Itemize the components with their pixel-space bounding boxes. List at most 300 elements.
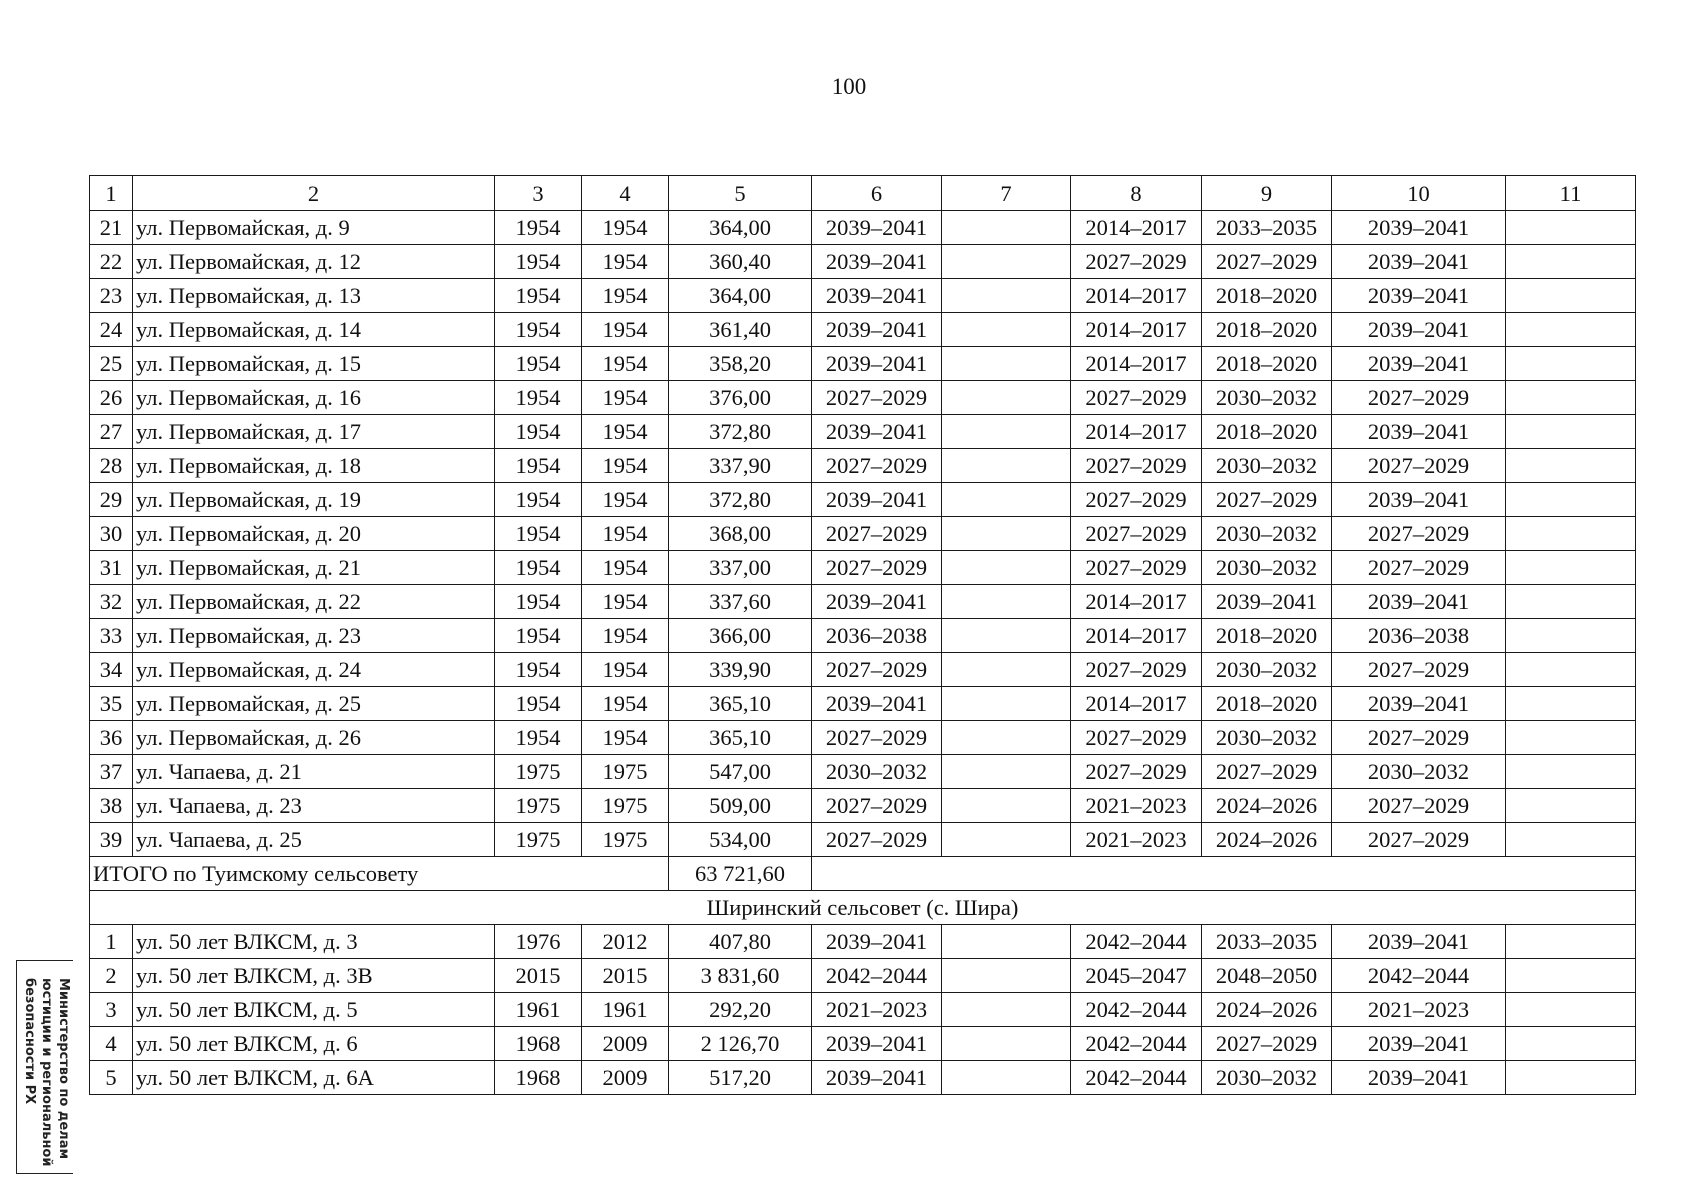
year-built-cell: 1954 [495, 483, 582, 517]
address-cell: ул. 50 лет ВЛКСМ, д. 5 [133, 993, 495, 1027]
period-6-cell: 2021–2023 [812, 993, 942, 1027]
total-label: ИТОГО по Туимскому сельсовету [90, 857, 669, 891]
period-10-cell: 2039–2041 [1332, 211, 1506, 245]
table-row [90, 925, 1636, 959]
year-built-cell: 1954 [495, 687, 582, 721]
period-9-cell: 2030–2032 [1202, 1061, 1332, 1095]
row-number-cell: 21 [90, 211, 133, 245]
period-9-cell: 2039–2041 [1202, 585, 1332, 619]
period-10-cell: 2027–2029 [1332, 517, 1506, 551]
period-6-cell: 2027–2029 [812, 789, 942, 823]
total-row [90, 857, 1636, 891]
year-commission-cell: 1954 [582, 313, 669, 347]
period-9-cell: 2030–2032 [1202, 449, 1332, 483]
row-number-cell: 23 [90, 279, 133, 313]
period-6-cell: 2039–2041 [812, 483, 942, 517]
period-9-cell: 2018–2020 [1202, 415, 1332, 449]
year-commission-cell: 1954 [582, 551, 669, 585]
year-commission-cell: 1954 [582, 721, 669, 755]
period-8-cell: 2014–2017 [1071, 347, 1202, 381]
period-7-cell [942, 517, 1071, 551]
note-11-cell [1506, 245, 1636, 279]
period-8-cell: 2027–2029 [1071, 245, 1202, 279]
period-7-cell [942, 687, 1071, 721]
address-cell: ул. 50 лет ВЛКСМ, д. 6А [133, 1061, 495, 1095]
table-row [90, 993, 1636, 1027]
area-cell: 364,00 [669, 211, 812, 245]
year-built-cell: 1968 [495, 1061, 582, 1095]
year-built-cell: 1961 [495, 993, 582, 1027]
year-built-cell: 1954 [495, 517, 582, 551]
period-10-cell: 2030–2032 [1332, 755, 1506, 789]
stamp-line: юстиции и региональной [39, 978, 54, 1167]
area-cell: 2 126,70 [669, 1027, 812, 1061]
note-11-cell [1506, 347, 1636, 381]
period-9-cell: 2018–2020 [1202, 687, 1332, 721]
note-11-cell [1506, 993, 1636, 1027]
year-built-cell: 1954 [495, 415, 582, 449]
row-number-cell: 29 [90, 483, 133, 517]
period-8-cell: 2014–2017 [1071, 211, 1202, 245]
period-9-cell: 2030–2032 [1202, 517, 1332, 551]
period-8-cell: 2014–2017 [1071, 585, 1202, 619]
note-11-cell [1506, 789, 1636, 823]
area-cell: 292,20 [669, 993, 812, 1027]
year-built-cell: 1954 [495, 551, 582, 585]
section-title: Ширинский сельсовет (с. Шира) [90, 891, 1636, 925]
area-cell: 337,60 [669, 585, 812, 619]
area-cell: 372,80 [669, 483, 812, 517]
page-number: 100 [831, 74, 867, 99]
period-6-cell: 2027–2029 [812, 823, 942, 857]
note-11-cell [1506, 1027, 1636, 1061]
period-6-cell: 2027–2029 [812, 449, 942, 483]
row-number-cell: 28 [90, 449, 133, 483]
period-9-cell: 2024–2026 [1202, 993, 1332, 1027]
year-built-cell: 1954 [495, 347, 582, 381]
row-number-cell: 36 [90, 721, 133, 755]
row-number-cell: 5 [90, 1061, 133, 1095]
period-10-cell: 2039–2041 [1332, 347, 1506, 381]
period-7-cell [942, 993, 1071, 1027]
period-6-cell: 2027–2029 [812, 721, 942, 755]
year-commission-cell: 1954 [582, 415, 669, 449]
year-commission-cell: 1954 [582, 381, 669, 415]
note-11-cell [1506, 823, 1636, 857]
table-row [90, 381, 1636, 415]
address-cell: ул. Первомайская, д. 13 [133, 279, 495, 313]
period-8-cell: 2014–2017 [1071, 619, 1202, 653]
housing-table [89, 175, 1636, 1095]
period-7-cell [942, 721, 1071, 755]
row-number-cell: 34 [90, 653, 133, 687]
address-cell: ул. Первомайская, д. 17 [133, 415, 495, 449]
table-row [90, 245, 1636, 279]
row-number-cell: 27 [90, 415, 133, 449]
year-commission-cell: 1954 [582, 279, 669, 313]
period-8-cell: 2014–2017 [1071, 687, 1202, 721]
year-commission-cell: 1954 [582, 619, 669, 653]
stamp-line: безопасности РХ [22, 978, 37, 1105]
period-6-cell: 2039–2041 [812, 347, 942, 381]
year-commission-cell: 2009 [582, 1061, 669, 1095]
table-row [90, 653, 1636, 687]
year-commission-cell: 2012 [582, 925, 669, 959]
period-8-cell: 2042–2044 [1071, 1061, 1202, 1095]
period-8-cell: 2042–2044 [1071, 1027, 1202, 1061]
period-6-cell: 2039–2041 [812, 1061, 942, 1095]
period-6-cell: 2042–2044 [812, 959, 942, 993]
area-cell: 376,00 [669, 381, 812, 415]
period-10-cell: 2027–2029 [1332, 721, 1506, 755]
area-cell: 547,00 [669, 755, 812, 789]
period-9-cell: 2027–2029 [1202, 755, 1332, 789]
period-9-cell: 2030–2032 [1202, 721, 1332, 755]
address-cell: ул. Первомайская, д. 26 [133, 721, 495, 755]
period-8-cell: 2014–2017 [1071, 279, 1202, 313]
period-9-cell: 2030–2032 [1202, 551, 1332, 585]
stamp-line: Министерство по делам [56, 978, 71, 1160]
note-11-cell [1506, 415, 1636, 449]
period-10-cell: 2039–2041 [1332, 1027, 1506, 1061]
period-6-cell: 2039–2041 [812, 279, 942, 313]
address-cell: ул. Первомайская, д. 22 [133, 585, 495, 619]
period-9-cell: 2027–2029 [1202, 245, 1332, 279]
period-8-cell: 2042–2044 [1071, 925, 1202, 959]
row-number-cell: 25 [90, 347, 133, 381]
table-row [90, 1027, 1636, 1061]
year-commission-cell: 1954 [582, 653, 669, 687]
period-10-cell: 2036–2038 [1332, 619, 1506, 653]
period-6-cell: 2039–2041 [812, 245, 942, 279]
period-9-cell: 2030–2032 [1202, 653, 1332, 687]
address-cell: ул. Первомайская, д. 15 [133, 347, 495, 381]
row-number-cell: 33 [90, 619, 133, 653]
period-7-cell [942, 415, 1071, 449]
year-commission-cell: 1975 [582, 823, 669, 857]
period-8-cell: 2027–2029 [1071, 755, 1202, 789]
period-10-cell: 2027–2029 [1332, 449, 1506, 483]
period-10-cell: 2027–2029 [1332, 823, 1506, 857]
table-row [90, 959, 1636, 993]
period-6-cell: 2039–2041 [812, 1027, 942, 1061]
address-cell: ул. 50 лет ВЛКСМ, д. 6 [133, 1027, 495, 1061]
period-10-cell: 2027–2029 [1332, 789, 1506, 823]
address-cell: ул. Первомайская, д. 14 [133, 313, 495, 347]
year-commission-cell: 1954 [582, 347, 669, 381]
address-cell: ул. Первомайская, д. 12 [133, 245, 495, 279]
year-built-cell: 2015 [495, 959, 582, 993]
year-built-cell: 1975 [495, 755, 582, 789]
note-11-cell [1506, 959, 1636, 993]
period-9-cell: 2018–2020 [1202, 279, 1332, 313]
period-9-cell: 2018–2020 [1202, 347, 1332, 381]
table-row [90, 1061, 1636, 1095]
period-6-cell: 2039–2041 [812, 211, 942, 245]
year-built-cell: 1975 [495, 789, 582, 823]
period-6-cell: 2036–2038 [812, 619, 942, 653]
year-commission-cell: 1961 [582, 993, 669, 1027]
table-row [90, 415, 1636, 449]
period-7-cell [942, 245, 1071, 279]
note-11-cell [1506, 551, 1636, 585]
period-6-cell: 2039–2041 [812, 313, 942, 347]
total-value: 63 721,60 [669, 857, 812, 891]
period-7-cell [942, 483, 1071, 517]
period-10-cell: 2039–2041 [1332, 925, 1506, 959]
note-11-cell [1506, 755, 1636, 789]
table-row [90, 585, 1636, 619]
area-cell: 339,90 [669, 653, 812, 687]
period-10-cell: 2039–2041 [1332, 585, 1506, 619]
column-header: 2 [133, 176, 495, 211]
address-cell: ул. Первомайская, д. 25 [133, 687, 495, 721]
area-cell: 3 831,60 [669, 959, 812, 993]
row-number-cell: 32 [90, 585, 133, 619]
area-cell: 368,00 [669, 517, 812, 551]
period-10-cell: 2039–2041 [1332, 415, 1506, 449]
period-10-cell: 2039–2041 [1332, 1061, 1506, 1095]
table-row [90, 823, 1636, 857]
address-cell: ул. Первомайская, д. 21 [133, 551, 495, 585]
year-built-cell: 1954 [495, 381, 582, 415]
row-number-cell: 26 [90, 381, 133, 415]
period-8-cell: 2027–2029 [1071, 517, 1202, 551]
row-number-cell: 4 [90, 1027, 133, 1061]
period-8-cell: 2027–2029 [1071, 483, 1202, 517]
year-commission-cell: 1975 [582, 755, 669, 789]
note-11-cell [1506, 279, 1636, 313]
period-9-cell: 2024–2026 [1202, 823, 1332, 857]
period-10-cell: 2021–2023 [1332, 993, 1506, 1027]
row-number-cell: 37 [90, 755, 133, 789]
row-number-cell: 3 [90, 993, 133, 1027]
period-8-cell: 2027–2029 [1071, 381, 1202, 415]
period-9-cell: 2048–2050 [1202, 959, 1332, 993]
row-number-cell: 35 [90, 687, 133, 721]
year-commission-cell: 2015 [582, 959, 669, 993]
area-cell: 360,40 [669, 245, 812, 279]
row-number-cell: 38 [90, 789, 133, 823]
table-row [90, 517, 1636, 551]
row-number-cell: 1 [90, 925, 133, 959]
address-cell: ул. Первомайская, д. 24 [133, 653, 495, 687]
row-number-cell: 30 [90, 517, 133, 551]
table-row [90, 687, 1636, 721]
note-11-cell [1506, 721, 1636, 755]
period-8-cell: 2042–2044 [1071, 993, 1202, 1027]
year-commission-cell: 1975 [582, 789, 669, 823]
table-row [90, 619, 1636, 653]
period-9-cell: 2018–2020 [1202, 619, 1332, 653]
period-10-cell: 2042–2044 [1332, 959, 1506, 993]
column-header: 6 [812, 176, 942, 211]
period-9-cell: 2030–2032 [1202, 381, 1332, 415]
period-8-cell: 2027–2029 [1071, 721, 1202, 755]
table-row [90, 347, 1636, 381]
table-row [90, 279, 1636, 313]
table-row [90, 551, 1636, 585]
area-cell: 337,00 [669, 551, 812, 585]
address-cell: ул. Чапаева, д. 21 [133, 755, 495, 789]
address-cell: ул. Первомайская, д. 9 [133, 211, 495, 245]
note-11-cell [1506, 585, 1636, 619]
period-10-cell: 2039–2041 [1332, 483, 1506, 517]
table-row [90, 755, 1636, 789]
row-number-cell: 2 [90, 959, 133, 993]
note-11-cell [1506, 449, 1636, 483]
row-number-cell: 39 [90, 823, 133, 857]
column-header: 4 [582, 176, 669, 211]
year-commission-cell: 1954 [582, 483, 669, 517]
year-built-cell: 1954 [495, 653, 582, 687]
address-cell: ул. Первомайская, д. 18 [133, 449, 495, 483]
column-header: 8 [1071, 176, 1202, 211]
period-7-cell [942, 551, 1071, 585]
year-built-cell: 1954 [495, 449, 582, 483]
note-11-cell [1506, 517, 1636, 551]
period-8-cell: 2027–2029 [1071, 449, 1202, 483]
area-cell: 517,20 [669, 1061, 812, 1095]
note-11-cell [1506, 925, 1636, 959]
period-6-cell: 2027–2029 [812, 653, 942, 687]
year-built-cell: 1954 [495, 245, 582, 279]
period-9-cell: 2024–2026 [1202, 789, 1332, 823]
column-header: 5 [669, 176, 812, 211]
note-11-cell [1506, 653, 1636, 687]
note-11-cell [1506, 483, 1636, 517]
year-commission-cell: 1954 [582, 687, 669, 721]
period-10-cell: 2039–2041 [1332, 279, 1506, 313]
period-6-cell: 2039–2041 [812, 585, 942, 619]
year-commission-cell: 2009 [582, 1027, 669, 1061]
address-cell: ул. 50 лет ВЛКСМ, д. 3 [133, 925, 495, 959]
address-cell: ул. Чапаева, д. 25 [133, 823, 495, 857]
area-cell: 358,20 [669, 347, 812, 381]
note-11-cell [1506, 619, 1636, 653]
year-built-cell: 1954 [495, 211, 582, 245]
period-10-cell: 2027–2029 [1332, 653, 1506, 687]
year-commission-cell: 1954 [582, 211, 669, 245]
column-header: 10 [1332, 176, 1506, 211]
period-8-cell: 2045–2047 [1071, 959, 1202, 993]
year-built-cell: 1954 [495, 619, 582, 653]
area-cell: 509,00 [669, 789, 812, 823]
year-built-cell: 1968 [495, 1027, 582, 1061]
period-10-cell: 2039–2041 [1332, 687, 1506, 721]
period-7-cell [942, 211, 1071, 245]
year-commission-cell: 1954 [582, 585, 669, 619]
period-9-cell: 2033–2035 [1202, 925, 1332, 959]
period-8-cell: 2021–2023 [1071, 789, 1202, 823]
period-9-cell: 2027–2029 [1202, 483, 1332, 517]
year-built-cell: 1954 [495, 721, 582, 755]
column-header: 11 [1506, 176, 1636, 211]
note-11-cell [1506, 381, 1636, 415]
area-cell: 534,00 [669, 823, 812, 857]
period-7-cell [942, 789, 1071, 823]
address-cell: ул. Первомайская, д. 16 [133, 381, 495, 415]
year-commission-cell: 1954 [582, 245, 669, 279]
period-6-cell: 2039–2041 [812, 415, 942, 449]
area-cell: 337,90 [669, 449, 812, 483]
note-11-cell [1506, 1061, 1636, 1095]
column-header: 9 [1202, 176, 1332, 211]
area-cell: 372,80 [669, 415, 812, 449]
period-10-cell: 2027–2029 [1332, 551, 1506, 585]
table-body [90, 176, 1636, 1095]
address-cell: ул. 50 лет ВЛКСМ, д. 3В [133, 959, 495, 993]
table-row [90, 721, 1636, 755]
column-header: 3 [495, 176, 582, 211]
period-10-cell: 2039–2041 [1332, 313, 1506, 347]
year-built-cell: 1976 [495, 925, 582, 959]
year-built-cell: 1975 [495, 823, 582, 857]
column-header: 1 [90, 176, 133, 211]
stamp-text [21, 978, 72, 1166]
year-commission-cell: 1954 [582, 517, 669, 551]
address-cell: ул. Первомайская, д. 20 [133, 517, 495, 551]
header-row [90, 176, 1636, 211]
period-7-cell [942, 347, 1071, 381]
period-7-cell [942, 313, 1071, 347]
address-cell: ул. Первомайская, д. 19 [133, 483, 495, 517]
table-row [90, 211, 1636, 245]
section-row [90, 891, 1636, 925]
total-empty [812, 857, 1636, 891]
note-11-cell [1506, 211, 1636, 245]
row-number-cell: 31 [90, 551, 133, 585]
table-row [90, 313, 1636, 347]
table-row [90, 789, 1636, 823]
address-cell: ул. Первомайская, д. 23 [133, 619, 495, 653]
period-6-cell: 2027–2029 [812, 551, 942, 585]
period-10-cell: 2027–2029 [1332, 381, 1506, 415]
period-7-cell [942, 449, 1071, 483]
period-7-cell [942, 653, 1071, 687]
area-cell: 366,00 [669, 619, 812, 653]
period-9-cell: 2018–2020 [1202, 313, 1332, 347]
period-9-cell: 2027–2029 [1202, 1027, 1332, 1061]
year-commission-cell: 1954 [582, 449, 669, 483]
year-built-cell: 1954 [495, 585, 582, 619]
address-cell: ул. Чапаева, д. 23 [133, 789, 495, 823]
area-cell: 365,10 [669, 721, 812, 755]
table-row [90, 449, 1636, 483]
period-7-cell [942, 925, 1071, 959]
period-7-cell [942, 279, 1071, 313]
period-6-cell: 2030–2032 [812, 755, 942, 789]
year-built-cell: 1954 [495, 279, 582, 313]
note-11-cell [1506, 313, 1636, 347]
period-6-cell: 2027–2029 [812, 517, 942, 551]
table-row [90, 483, 1636, 517]
period-9-cell: 2033–2035 [1202, 211, 1332, 245]
area-cell: 365,10 [669, 687, 812, 721]
row-number-cell: 22 [90, 245, 133, 279]
year-built-cell: 1954 [495, 313, 582, 347]
period-7-cell [942, 381, 1071, 415]
period-7-cell [942, 959, 1071, 993]
period-8-cell: 2021–2023 [1071, 823, 1202, 857]
period-7-cell [942, 619, 1071, 653]
period-8-cell: 2014–2017 [1071, 415, 1202, 449]
area-cell: 364,00 [669, 279, 812, 313]
row-number-cell: 24 [90, 313, 133, 347]
period-7-cell [942, 755, 1071, 789]
period-7-cell [942, 1061, 1071, 1095]
period-6-cell: 2027–2029 [812, 381, 942, 415]
